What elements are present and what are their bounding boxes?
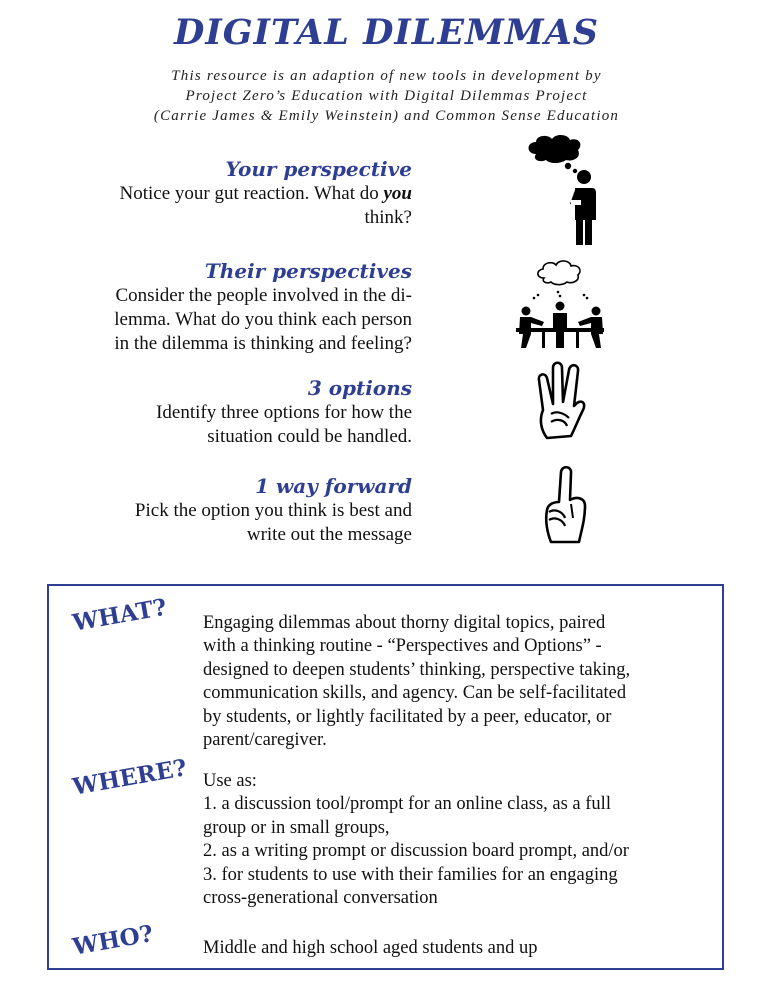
thinking-person-icon bbox=[520, 132, 610, 250]
step-body-emphasis: you bbox=[383, 183, 412, 204]
what-line: communication skills, and agency. Can be self-facilitated bbox=[203, 683, 627, 704]
where-line: 2. as a writing prompt or discussion board prompt, and/or bbox=[203, 841, 629, 862]
subtitle-line: This resource is an adaption of new tools in development by bbox=[171, 68, 602, 84]
step-your-perspective bbox=[120, 156, 413, 230]
step-body-line: write out the message bbox=[246, 524, 412, 545]
where-line: 3. for students to use with their families for an engaging bbox=[203, 864, 618, 885]
step-heading: Their perspectives bbox=[204, 259, 412, 283]
step-body-line bbox=[120, 182, 413, 206]
subtitle-line: Project Zero’s Education with Digital Dilemmas Project bbox=[185, 88, 588, 104]
group-discussion-icon bbox=[512, 256, 612, 352]
what-line: with a thinking routine - “Perspectives and Options” - bbox=[203, 636, 602, 657]
step-body bbox=[120, 182, 413, 230]
one-finger-hand-icon bbox=[535, 462, 599, 546]
step-3-options bbox=[156, 375, 412, 449]
step-heading: Your perspective bbox=[225, 157, 412, 181]
step-body-line: think? bbox=[364, 207, 412, 228]
three-fingers-hand-icon bbox=[529, 358, 593, 444]
where-line: cross-generational conversation bbox=[203, 888, 438, 909]
subtitle-line: (Carrie James & Emily Weinstein) and Common Sense Education bbox=[153, 108, 620, 124]
who-line: Middle and high school aged students and up bbox=[203, 938, 538, 958]
step-body-line: in the dilemma is thinking and feeling? bbox=[114, 333, 412, 354]
step-1-way-forward bbox=[135, 473, 412, 547]
step-body bbox=[114, 284, 412, 356]
step-body bbox=[156, 401, 412, 449]
what-line: Engaging dilemmas about thorny digital topics, paired bbox=[203, 613, 606, 633]
what-line: designed to deepen students’ thinking, perspective taking, bbox=[203, 659, 631, 680]
what-line: by students, or lightly facilitated by a peer, educator, or bbox=[203, 706, 612, 727]
step-their-perspectives bbox=[114, 258, 412, 356]
step-body-line: Identify three options for how the bbox=[156, 402, 412, 423]
what-text bbox=[203, 612, 630, 752]
what-line: parent/caregiver. bbox=[203, 730, 327, 751]
step-body-line: situation could be handled. bbox=[207, 426, 412, 447]
step-body-text: Notice your gut reaction. What do bbox=[119, 183, 384, 204]
who-text bbox=[203, 937, 538, 960]
where-line: Use as: bbox=[203, 771, 257, 791]
page-title: DIGITAL DILEMMAS bbox=[174, 12, 599, 53]
who-label: WHO? bbox=[70, 920, 156, 961]
where-line: 1. a discussion tool/prompt for an online class, as a full bbox=[203, 794, 611, 815]
step-heading: 3 options bbox=[307, 376, 412, 400]
step-body bbox=[135, 499, 412, 547]
where-line: group or in small groups, bbox=[203, 817, 390, 838]
step-body-line: Consider the people involved in the di- bbox=[115, 285, 412, 306]
subtitle bbox=[0, 66, 773, 126]
what-label: WHAT? bbox=[70, 593, 169, 637]
info-box bbox=[47, 584, 724, 970]
where-text bbox=[203, 770, 629, 910]
where-label: WHERE? bbox=[70, 754, 189, 801]
step-body-line: lemma. What do you think each person bbox=[114, 309, 412, 330]
step-heading: 1 way forward bbox=[255, 474, 412, 498]
step-body-line: Pick the option you think is best and bbox=[134, 500, 412, 521]
